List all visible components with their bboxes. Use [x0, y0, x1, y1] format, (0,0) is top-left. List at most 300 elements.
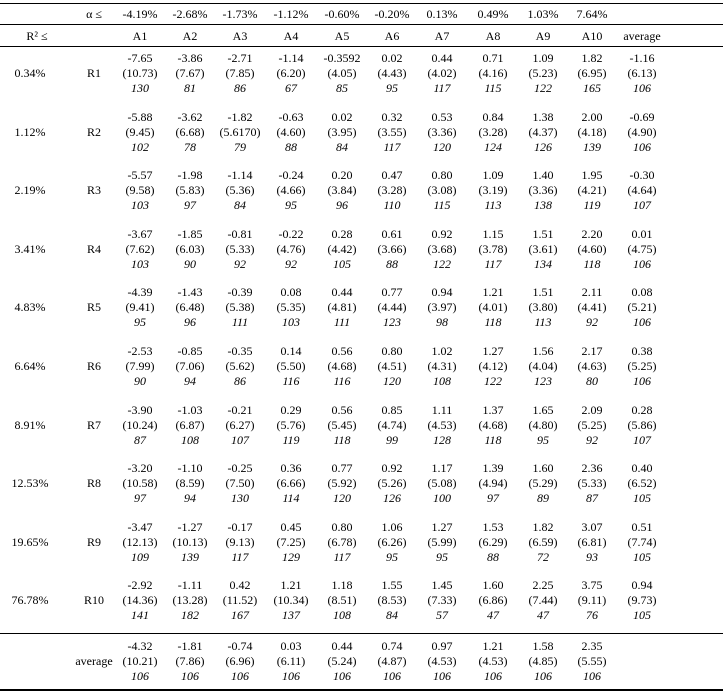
sd-value: (6.29) — [478, 534, 508, 549]
sd-value: (4.64) — [627, 183, 657, 198]
count-value: 119 — [583, 198, 601, 213]
alpha-threshold: -4.19% — [122, 7, 158, 21]
mean-value: -1.10 — [177, 461, 203, 476]
sd-value: (3.78) — [478, 241, 508, 256]
r2-threshold: 2.19% — [14, 183, 46, 198]
count-value: 116 — [282, 374, 300, 388]
count-value: 126 — [534, 139, 552, 154]
count-value: 118 — [484, 315, 502, 330]
mean-value: 1.82 — [532, 519, 554, 534]
sd-value: (7.44) — [528, 593, 558, 608]
mean-value: 1.11 — [431, 402, 453, 417]
count-value: 139 — [583, 139, 601, 154]
avg-mean-value: 0.74 — [381, 639, 403, 653]
mean-value: 1.27 — [482, 344, 504, 358]
sd-value: (4.60) — [577, 241, 607, 256]
mean-value: 0.51 — [631, 519, 653, 534]
mean-value: -1.82 — [227, 109, 253, 124]
mean-value: 1.27 — [431, 519, 453, 534]
mean-value: -0.35 — [227, 344, 253, 358]
sd-value: (5.99) — [427, 534, 457, 549]
column-header: A7 — [434, 29, 450, 43]
sd-value: (5.83) — [175, 183, 205, 198]
count-value: 103 — [282, 315, 300, 330]
sd-value: (6.66) — [276, 476, 306, 491]
count-value: 123 — [534, 374, 552, 388]
mean-value: -7.65 — [127, 51, 153, 65]
mean-value: 2.11 — [581, 285, 603, 300]
mean-value: 1.21 — [482, 285, 504, 300]
mean-value: 1.55 — [381, 578, 403, 593]
count-value: 88 — [386, 256, 398, 271]
count-value: 95 — [285, 198, 297, 213]
sd-value: (8.51) — [327, 593, 357, 608]
avg-sd-value: (4.53) — [478, 654, 508, 668]
sd-value: (4.16) — [478, 66, 508, 80]
mean-value: 1.45 — [431, 578, 453, 593]
count-value: 122 — [433, 256, 451, 271]
r2-threshold: 0.34% — [14, 66, 46, 80]
mean-value: 0.42 — [229, 578, 251, 593]
mean-value: -4.39 — [127, 285, 153, 300]
count-value: 87 — [586, 491, 598, 506]
column-header: A10 — [581, 29, 603, 43]
count-value: 129 — [282, 549, 300, 564]
mean-value: 0.85 — [381, 402, 403, 417]
sd-value: (4.01) — [478, 300, 508, 315]
sd-value: (10.34) — [273, 593, 309, 608]
sd-value: (9.13) — [225, 534, 255, 549]
mean-value: -3.47 — [127, 519, 153, 534]
avg-count-value: 106 — [484, 669, 502, 683]
row-label: R4 — [86, 241, 101, 256]
row-label: R5 — [86, 300, 101, 315]
mean-value: 1.40 — [532, 168, 554, 183]
count-value: 130 — [231, 491, 249, 506]
avg-mean-value: 0.03 — [280, 639, 302, 653]
sd-value: (4.41) — [577, 300, 607, 315]
sd-value: (4.80) — [528, 417, 558, 432]
sd-value: (4.43) — [377, 66, 407, 80]
sd-value: (4.04) — [528, 359, 558, 373]
count-value: 86 — [234, 374, 246, 388]
sd-value: (4.74) — [377, 417, 407, 432]
alpha-threshold: 7.64% — [576, 7, 608, 21]
avg-sd-value: (5.55) — [577, 654, 607, 668]
mean-value: 0.45 — [280, 519, 302, 534]
count-value: 84 — [336, 139, 348, 154]
alpha-threshold: 0.13% — [426, 7, 458, 21]
alpha-header-label: α ≤ — [86, 7, 102, 21]
r2-header-label: R² ≤ — [26, 29, 48, 43]
sd-value: (7.99) — [125, 359, 155, 373]
mean-value: -1.03 — [177, 402, 203, 417]
count-value: 95 — [436, 549, 448, 564]
count-value: 113 — [534, 315, 552, 330]
count-value: 67 — [285, 81, 297, 95]
count-value: 90 — [134, 374, 146, 388]
mean-value: 1.51 — [532, 226, 554, 241]
count-value: 88 — [285, 139, 297, 154]
sd-value: (4.60) — [276, 124, 306, 139]
sd-value: (5.26) — [377, 476, 407, 491]
avg-sd-value: (4.53) — [427, 654, 457, 668]
count-value: 87 — [134, 432, 146, 447]
sd-value: (6.20) — [276, 66, 306, 80]
count-value: 105 — [333, 256, 351, 271]
top-rule — [0, 3, 723, 4]
mean-value: 0.14 — [280, 344, 302, 358]
mean-value: -0.22 — [278, 226, 304, 241]
mean-value: 0.77 — [331, 461, 353, 476]
mean-value: -1.11 — [177, 578, 203, 593]
column-header: A1 — [132, 29, 148, 43]
count-value: 134 — [534, 256, 552, 271]
mean-value: 0.02 — [331, 109, 353, 124]
mean-value: -3.86 — [177, 51, 203, 65]
sd-value: (3.61) — [528, 241, 558, 256]
column-header: A5 — [334, 29, 350, 43]
mean-value: 0.38 — [631, 344, 653, 358]
avg-count-value: 106 — [383, 669, 401, 683]
count-value: 128 — [433, 432, 451, 447]
mean-value: -0.24 — [278, 168, 304, 183]
count-value: 167 — [231, 608, 249, 623]
mean-value: -3.67 — [127, 226, 153, 241]
sd-value: (3.84) — [327, 183, 357, 198]
avg-mean-value: 2.35 — [581, 639, 603, 653]
count-value: 107 — [633, 198, 651, 213]
column-header: A4 — [283, 29, 299, 43]
r2-threshold: 1.12% — [14, 124, 46, 139]
sd-value: (4.53) — [427, 417, 457, 432]
alpha-threshold: -2.68% — [172, 7, 208, 21]
sd-value: (5.36) — [225, 183, 255, 198]
mean-value: 1.60 — [482, 578, 504, 593]
sd-value: (9.58) — [125, 183, 155, 198]
mean-value: 1.17 — [431, 461, 453, 476]
sd-value: (8.59) — [175, 476, 205, 491]
sd-value: (6.95) — [577, 66, 607, 80]
mean-value: 0.44 — [431, 51, 453, 65]
avg-sd-value: (4.85) — [528, 654, 558, 668]
count-value: 126 — [383, 491, 401, 506]
mean-value: -0.30 — [629, 168, 655, 183]
count-value: 47 — [537, 608, 549, 623]
sd-value: (7.67) — [175, 66, 205, 80]
avg-mean-value: -0.74 — [227, 639, 253, 653]
count-value: 117 — [231, 549, 249, 564]
sd-value: (4.68) — [478, 417, 508, 432]
count-value: 47 — [487, 608, 499, 623]
sd-value: (4.02) — [427, 66, 457, 80]
mean-value: -5.88 — [127, 109, 153, 124]
r2-threshold: 76.78% — [11, 593, 49, 608]
mean-value: 1.56 — [532, 344, 554, 358]
mean-value: -0.81 — [227, 226, 253, 241]
alpha-threshold: -1.73% — [222, 7, 258, 21]
sd-value: (12.13) — [122, 534, 158, 549]
count-value: 124 — [484, 139, 502, 154]
mean-value: -1.98 — [177, 168, 203, 183]
sd-value: (5.38) — [225, 300, 255, 315]
count-value: 122 — [484, 374, 502, 388]
sd-value: (3.19) — [478, 183, 508, 198]
count-value: 79 — [234, 139, 246, 154]
mean-value: 1.82 — [581, 51, 603, 65]
count-value: 72 — [537, 549, 549, 564]
count-value: 88 — [487, 549, 499, 564]
sd-value: (14.36) — [122, 593, 158, 608]
count-value: 118 — [484, 432, 502, 447]
avg-count-value: 106 — [231, 669, 249, 683]
mean-value: -0.85 — [177, 344, 203, 358]
mean-value: 0.71 — [482, 51, 504, 65]
sd-value: (6.27) — [225, 417, 255, 432]
sd-value: (9.41) — [125, 300, 155, 315]
avg-sd-value: (4.87) — [377, 654, 407, 668]
count-value: 94 — [184, 491, 196, 506]
count-value: 105 — [633, 549, 651, 564]
alpha-threshold: -0.60% — [324, 7, 360, 21]
sd-value: (4.75) — [627, 241, 657, 256]
count-value: 120 — [433, 139, 451, 154]
sd-value: (5.45) — [327, 417, 357, 432]
mean-value: 0.53 — [431, 109, 453, 124]
sd-value: (4.66) — [276, 183, 306, 198]
row-label: R2 — [86, 124, 101, 139]
sd-value: (7.06) — [175, 359, 205, 373]
count-value: 123 — [383, 315, 401, 330]
column-header: A9 — [535, 29, 551, 43]
sd-value: (6.52) — [627, 476, 657, 491]
mean-value: 3.07 — [581, 519, 603, 534]
mean-value: -3.20 — [127, 461, 153, 476]
count-value: 103 — [131, 256, 149, 271]
avg-mean-value: 1.58 — [532, 639, 554, 653]
count-value: 81 — [184, 81, 196, 95]
mean-value: 0.28 — [631, 402, 653, 417]
column-header: A8 — [485, 29, 501, 43]
count-value: 94 — [184, 374, 196, 388]
mean-value: -1.27 — [177, 519, 203, 534]
mean-value: -2.92 — [127, 578, 153, 593]
count-value: 111 — [231, 315, 249, 330]
count-value: 86 — [234, 81, 246, 95]
avg-mean-value: 0.97 — [431, 639, 453, 653]
sd-value: (4.81) — [327, 300, 357, 315]
sd-value: (4.68) — [327, 359, 357, 373]
mean-value: -1.14 — [227, 168, 253, 183]
r2-threshold: 6.64% — [14, 359, 46, 373]
sd-value: (5.6170) — [219, 124, 261, 139]
mean-value: 0.92 — [431, 226, 453, 241]
mean-value: 0.08 — [280, 285, 302, 300]
mean-value: 1.51 — [532, 285, 554, 300]
mean-value: 1.21 — [280, 578, 302, 593]
sd-value: (3.08) — [427, 183, 457, 198]
count-value: 106 — [633, 315, 651, 330]
count-value: 93 — [586, 549, 598, 564]
sd-value: (5.23) — [528, 66, 558, 80]
sd-value: (4.31) — [427, 359, 457, 373]
sd-value: (8.53) — [377, 593, 407, 608]
column-header: average — [623, 29, 661, 43]
mean-value: -3.62 — [177, 109, 203, 124]
mean-value: 0.56 — [331, 402, 353, 417]
avg-count-value: 106 — [333, 669, 351, 683]
mean-value: 0.84 — [482, 109, 504, 124]
mean-value: 1.37 — [482, 402, 504, 417]
count-value: 137 — [282, 608, 300, 623]
count-value: 165 — [583, 81, 601, 95]
sd-value: (6.48) — [175, 300, 205, 315]
mean-value: 1.95 — [581, 168, 603, 183]
sd-value: (4.21) — [577, 183, 607, 198]
mean-value: 1.09 — [532, 51, 554, 65]
mean-value: 0.56 — [331, 344, 353, 358]
sd-value: (3.28) — [377, 183, 407, 198]
count-value: 120 — [333, 491, 351, 506]
mean-value: 0.28 — [331, 226, 353, 241]
mean-value: 3.75 — [581, 578, 603, 593]
count-value: 115 — [484, 81, 502, 95]
row-label: R7 — [86, 417, 101, 432]
sd-value: (3.55) — [377, 124, 407, 139]
avg-count-value: 106 — [534, 669, 552, 683]
avg-sd-value: (10.21) — [122, 654, 158, 668]
count-value: 85 — [336, 81, 348, 95]
sd-value: (4.18) — [577, 124, 607, 139]
count-value: 117 — [484, 256, 502, 271]
count-value: 108 — [433, 374, 451, 388]
sd-value: (5.92) — [327, 476, 357, 491]
sd-value: (4.63) — [577, 359, 607, 373]
count-value: 138 — [534, 198, 552, 213]
count-value: 103 — [131, 198, 149, 213]
row-label: R8 — [86, 476, 101, 491]
sd-value: (5.86) — [627, 417, 657, 432]
sd-value: (5.33) — [225, 241, 255, 256]
count-value: 116 — [333, 374, 351, 388]
count-value: 106 — [633, 81, 651, 95]
sd-value: (10.13) — [172, 534, 208, 549]
avg-count-value: 106 — [583, 669, 601, 683]
mean-value: 2.20 — [581, 226, 603, 241]
sd-value: (7.85) — [225, 66, 255, 80]
count-value: 78 — [184, 139, 196, 154]
count-value: 105 — [633, 608, 651, 623]
sd-value: (5.25) — [577, 417, 607, 432]
mean-value: 0.61 — [381, 226, 403, 241]
count-value: 95 — [386, 81, 398, 95]
sd-value: (9.11) — [577, 593, 607, 608]
avg-count-value: 106 — [282, 669, 300, 683]
count-value: 111 — [333, 315, 351, 330]
sd-value: (5.08) — [427, 476, 457, 491]
sd-value: (3.66) — [377, 241, 407, 256]
mean-value: 1.39 — [482, 461, 504, 476]
sd-value: (3.80) — [528, 300, 558, 315]
avg-mean-value: 0.44 — [331, 639, 353, 653]
sd-value: (10.73) — [122, 66, 158, 80]
alpha-threshold: -1.12% — [273, 7, 309, 21]
count-value: 109 — [131, 549, 149, 564]
sd-value: (7.50) — [225, 476, 255, 491]
sd-value: (5.35) — [276, 300, 306, 315]
sd-value: (10.58) — [122, 476, 158, 491]
sd-value: (4.44) — [377, 300, 407, 315]
count-value: 102 — [131, 139, 149, 154]
mean-value: 0.92 — [381, 461, 403, 476]
average-row-label: average — [75, 654, 113, 668]
sd-value: (7.25) — [276, 534, 306, 549]
mean-value: 2.09 — [581, 402, 603, 417]
sd-value: (6.86) — [478, 593, 508, 608]
mean-value: -1.43 — [177, 285, 203, 300]
mean-value: 0.36 — [280, 461, 302, 476]
mean-value: 0.94 — [431, 285, 453, 300]
count-value: 117 — [333, 549, 351, 564]
mean-value: 1.06 — [381, 519, 403, 534]
sd-value: (4.37) — [528, 124, 558, 139]
avg-mean-value: -4.32 — [127, 639, 153, 653]
mean-value: 2.25 — [532, 578, 554, 593]
mean-value: 1.15 — [482, 226, 504, 241]
count-value: 108 — [333, 608, 351, 623]
avg-sd-value: (6.11) — [276, 654, 306, 668]
r2-threshold: 12.53% — [11, 476, 49, 491]
count-value: 89 — [537, 491, 549, 506]
sd-value: (5.50) — [276, 359, 306, 373]
count-value: 84 — [234, 198, 246, 213]
count-value: 106 — [633, 256, 651, 271]
mean-value: -0.39 — [227, 285, 253, 300]
count-value: 90 — [184, 256, 196, 271]
mean-value: -0.63 — [278, 109, 304, 124]
mean-value: 1.65 — [532, 402, 554, 417]
sd-value: (4.94) — [478, 476, 508, 491]
count-value: 96 — [184, 315, 196, 330]
avg-count-value: 106 — [181, 669, 199, 683]
sd-value: (6.81) — [577, 534, 607, 549]
mean-value: -0.17 — [227, 519, 253, 534]
count-value: 76 — [586, 608, 598, 623]
sd-value: (7.62) — [125, 241, 155, 256]
count-value: 106 — [633, 139, 651, 154]
count-value: 92 — [586, 432, 598, 447]
r2-threshold: 4.83% — [14, 300, 46, 315]
count-value: 120 — [383, 374, 401, 388]
mean-value: 2.36 — [581, 461, 603, 476]
sd-value: (3.68) — [427, 241, 457, 256]
sd-value: (13.28) — [172, 593, 208, 608]
header-rule — [0, 24, 723, 25]
mean-value: 0.77 — [381, 285, 403, 300]
mean-value: 0.01 — [631, 226, 653, 241]
count-value: 108 — [181, 432, 199, 447]
sd-value: (6.87) — [175, 417, 205, 432]
mean-value: 1.53 — [482, 519, 504, 534]
mean-value: 0.80 — [381, 344, 403, 358]
sd-value: (7.74) — [627, 534, 657, 549]
mean-value: -1.85 — [177, 226, 203, 241]
mean-value: -0.3592 — [323, 51, 361, 65]
sd-value: (3.95) — [327, 124, 357, 139]
mean-value: -1.16 — [629, 51, 655, 65]
alpha-threshold: -0.20% — [374, 7, 410, 21]
r2-threshold: 19.65% — [11, 534, 49, 549]
